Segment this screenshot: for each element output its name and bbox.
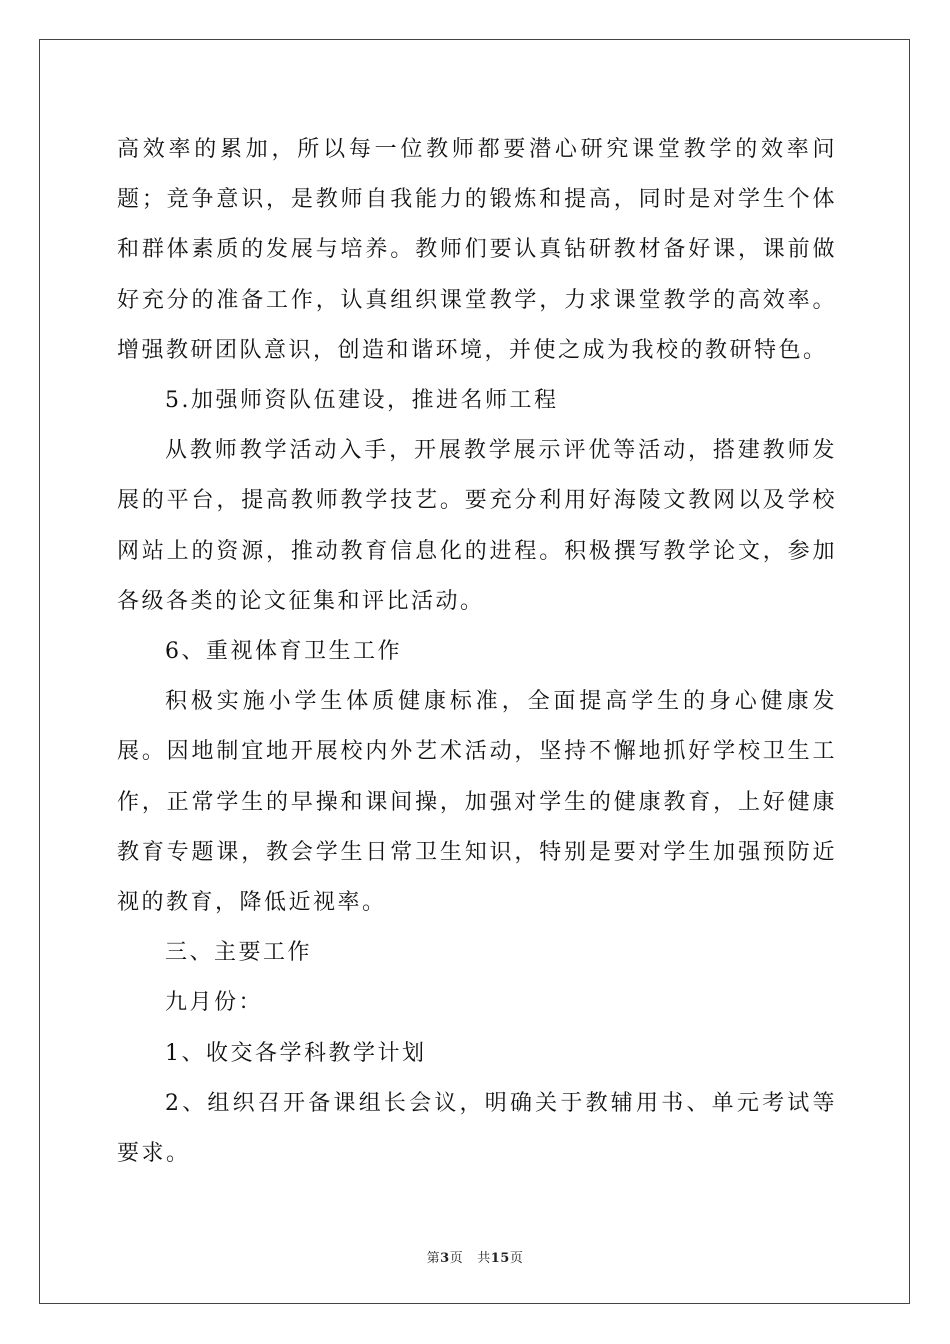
heading-teacher-team: 5.加强师资队伍建设，推进名师工程	[165, 388, 559, 414]
heading-sports-health: 6、重视体育卫生工作	[165, 639, 402, 665]
heading-main-work: 三、主要工作	[165, 940, 313, 966]
footer-page-suffix: 页	[449, 1251, 464, 1266]
page-footer	[0, 1247, 950, 1266]
footer-total-number: 15	[490, 1251, 510, 1266]
paragraph-sports-health: 积极实施小学生体质健康标准，全面提高学生的身心健康发展。因地制宜地开展校内外艺术活动，坚持不懈地抓好学校卫生工作，正常学生的早操和课间操，加强对学生的健康教育，上好健康教育专题课，教会学生日常卫生知识，特别是要对学生加强预防近视的教育，降低近视率。	[117, 689, 837, 916]
heading-september: 九月份：	[165, 990, 264, 1016]
paragraph-teacher-team: 从教师教学活动入手，开展教学展示评优等活动，搭建教师发展的平台，提高教师教学技艺。要充分利用好海陵文教网以及学校网站上的资源，推动教育信息化的进程。积极撰写教学论文，参加各级各类的论文征集和评比活动。	[117, 438, 837, 614]
paragraph-continuation: 高效率的累加，所以每一位教师都要潜心研究课堂教学的效率问题；竞争意识，是教师自我能力的锻炼和提高，同时是对学生个体和群体素质的发展与培养。教师们要认真钻研教材备好课，课前做好充分的准备工作，认真组织课堂教学，力求课堂教学的高效率。增强教研团队意识，创造和谐环境，并使之成为我校的教研特色。	[117, 137, 837, 363]
list-item-1: 1、收交各学科教学计划	[165, 1040, 427, 1066]
footer-total-prefix: 共	[477, 1251, 491, 1266]
footer-page-prefix: 第	[426, 1251, 441, 1266]
list-item-2: 2、组织召开备课组长会议，明确关于教辅用书、单元考试等要求。	[117, 1090, 837, 1167]
footer-page-number: 3	[440, 1251, 450, 1266]
footer-total-suffix: 页	[509, 1251, 524, 1266]
document-body	[117, 125, 837, 1179]
